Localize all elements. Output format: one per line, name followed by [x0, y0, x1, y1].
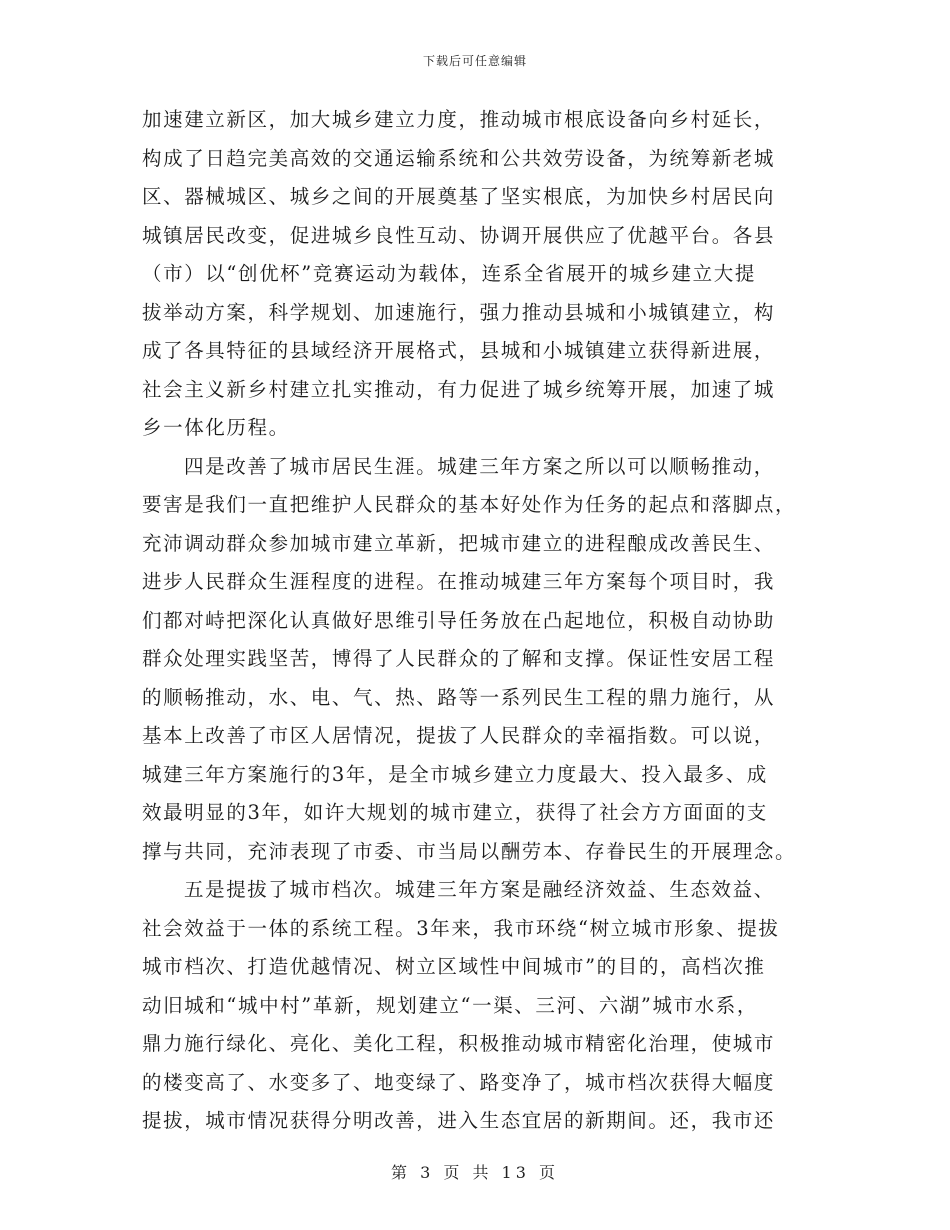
text-line: 群众处理实践坚苦，博得了人民群众的了解和支撑。保证性安居工程 — [142, 647, 776, 670]
page-number-footer: 第 3 页 共 13 页 — [391, 1163, 559, 1182]
text-line: 社会效益于一体的系统工程。3年来，我市环绕“树立城市形象、提拔 — [142, 916, 780, 940]
text-line: 拔举动方案，科学规划、加速施行，强力推动县城和小城镇建立，构 — [142, 300, 776, 324]
text-line: 效最明显的3年，如许大规划的城市建立，获得了社会方方面面的支 — [142, 801, 768, 824]
text-line: 的顺畅推动，水、电、气、热、路等一系列民生工程的鼎力施行，从 — [142, 685, 776, 709]
text-line: 城建三年方案施行的3年，是全市城乡建立力度最大、投入最多、成 — [142, 762, 768, 786]
paragraph-first-line: 五是提拔了城市档次。城建三年方案是融经济效益、生态效益、 — [184, 878, 775, 901]
paragraph-first-line: 四是改善了城市居民生涯。城建三年方案之所以可以顺畅推动， — [184, 454, 775, 478]
text-line: 城镇居民改变，促进城乡良性互动、协调开展供应了优越平台。各县 — [142, 223, 776, 247]
text-line: 动旧城和“城中村”革新，规划建立“一渠、三河、六湖”城市水系， — [142, 993, 758, 1017]
text-line: 要害是我们一直把维护人民群众的基本好处作为任务的起点和落脚点， — [142, 493, 797, 516]
text-line: 加速建立新区，加大城乡建立力度，推动城市根底设备向乡村延长， — [142, 108, 776, 131]
text-line: 社会主义新乡村建立扎实推动，有力促进了城乡统筹开展，加速了城 — [142, 377, 776, 401]
text-line: 充沛调动群众参加城市建立革新，把城市建立的进程酿成改善民生、 — [142, 531, 776, 555]
text-line: 成了各具特征的县域经济开展格式，县城和小城镇建立获得新进展， — [142, 339, 776, 362]
text-line: 基本上改善了市区人居情况，提拔了人民群众的幸福指数。可以说， — [142, 724, 776, 747]
text-line: 提拔，城市情况获得分明改善，进入生态宜居的新期间。还，我市还 — [142, 1109, 776, 1132]
document-body — [142, 101, 810, 1141]
text-line: （市）以“创优杯”竞赛运动为载体，连系全省展开的城乡建立大提 — [142, 262, 756, 285]
text-line: 们都对峙把深化认真做好思维引导任务放在凸起地位，积极自动协助 — [142, 608, 776, 632]
text-line: 乡一体化历程。 — [142, 416, 290, 439]
text-line: 区、器械城区、城乡之间的开展奠基了坚实根底，为加快乡村居民向 — [142, 185, 776, 208]
text-line: 鼎力施行绿化、亮化、美化工程，积极推动城市精密化治理，使城市 — [142, 1032, 776, 1055]
text-line: 城市档次、打造优越情况、树立区域性中间城市”的目的，高档次推 — [142, 955, 766, 978]
page-header: 下载后可任意编辑 — [422, 54, 527, 68]
text-line: 构成了日趋完美高效的交通运输系统和公共效劳设备，为统筹新老城 — [142, 146, 776, 170]
text-line: 进步人民群众生涯程度的进程。在推动城建三年方案每个项目时，我 — [142, 570, 776, 593]
text-line: 的楼变高了、水变多了、地变绿了、路变净了，城市档次获得大幅度 — [142, 1070, 776, 1094]
text-line: 撑与共同，充沛表现了市委、市当局以酬劳本、存眷民生的开展理念。 — [142, 839, 797, 863]
